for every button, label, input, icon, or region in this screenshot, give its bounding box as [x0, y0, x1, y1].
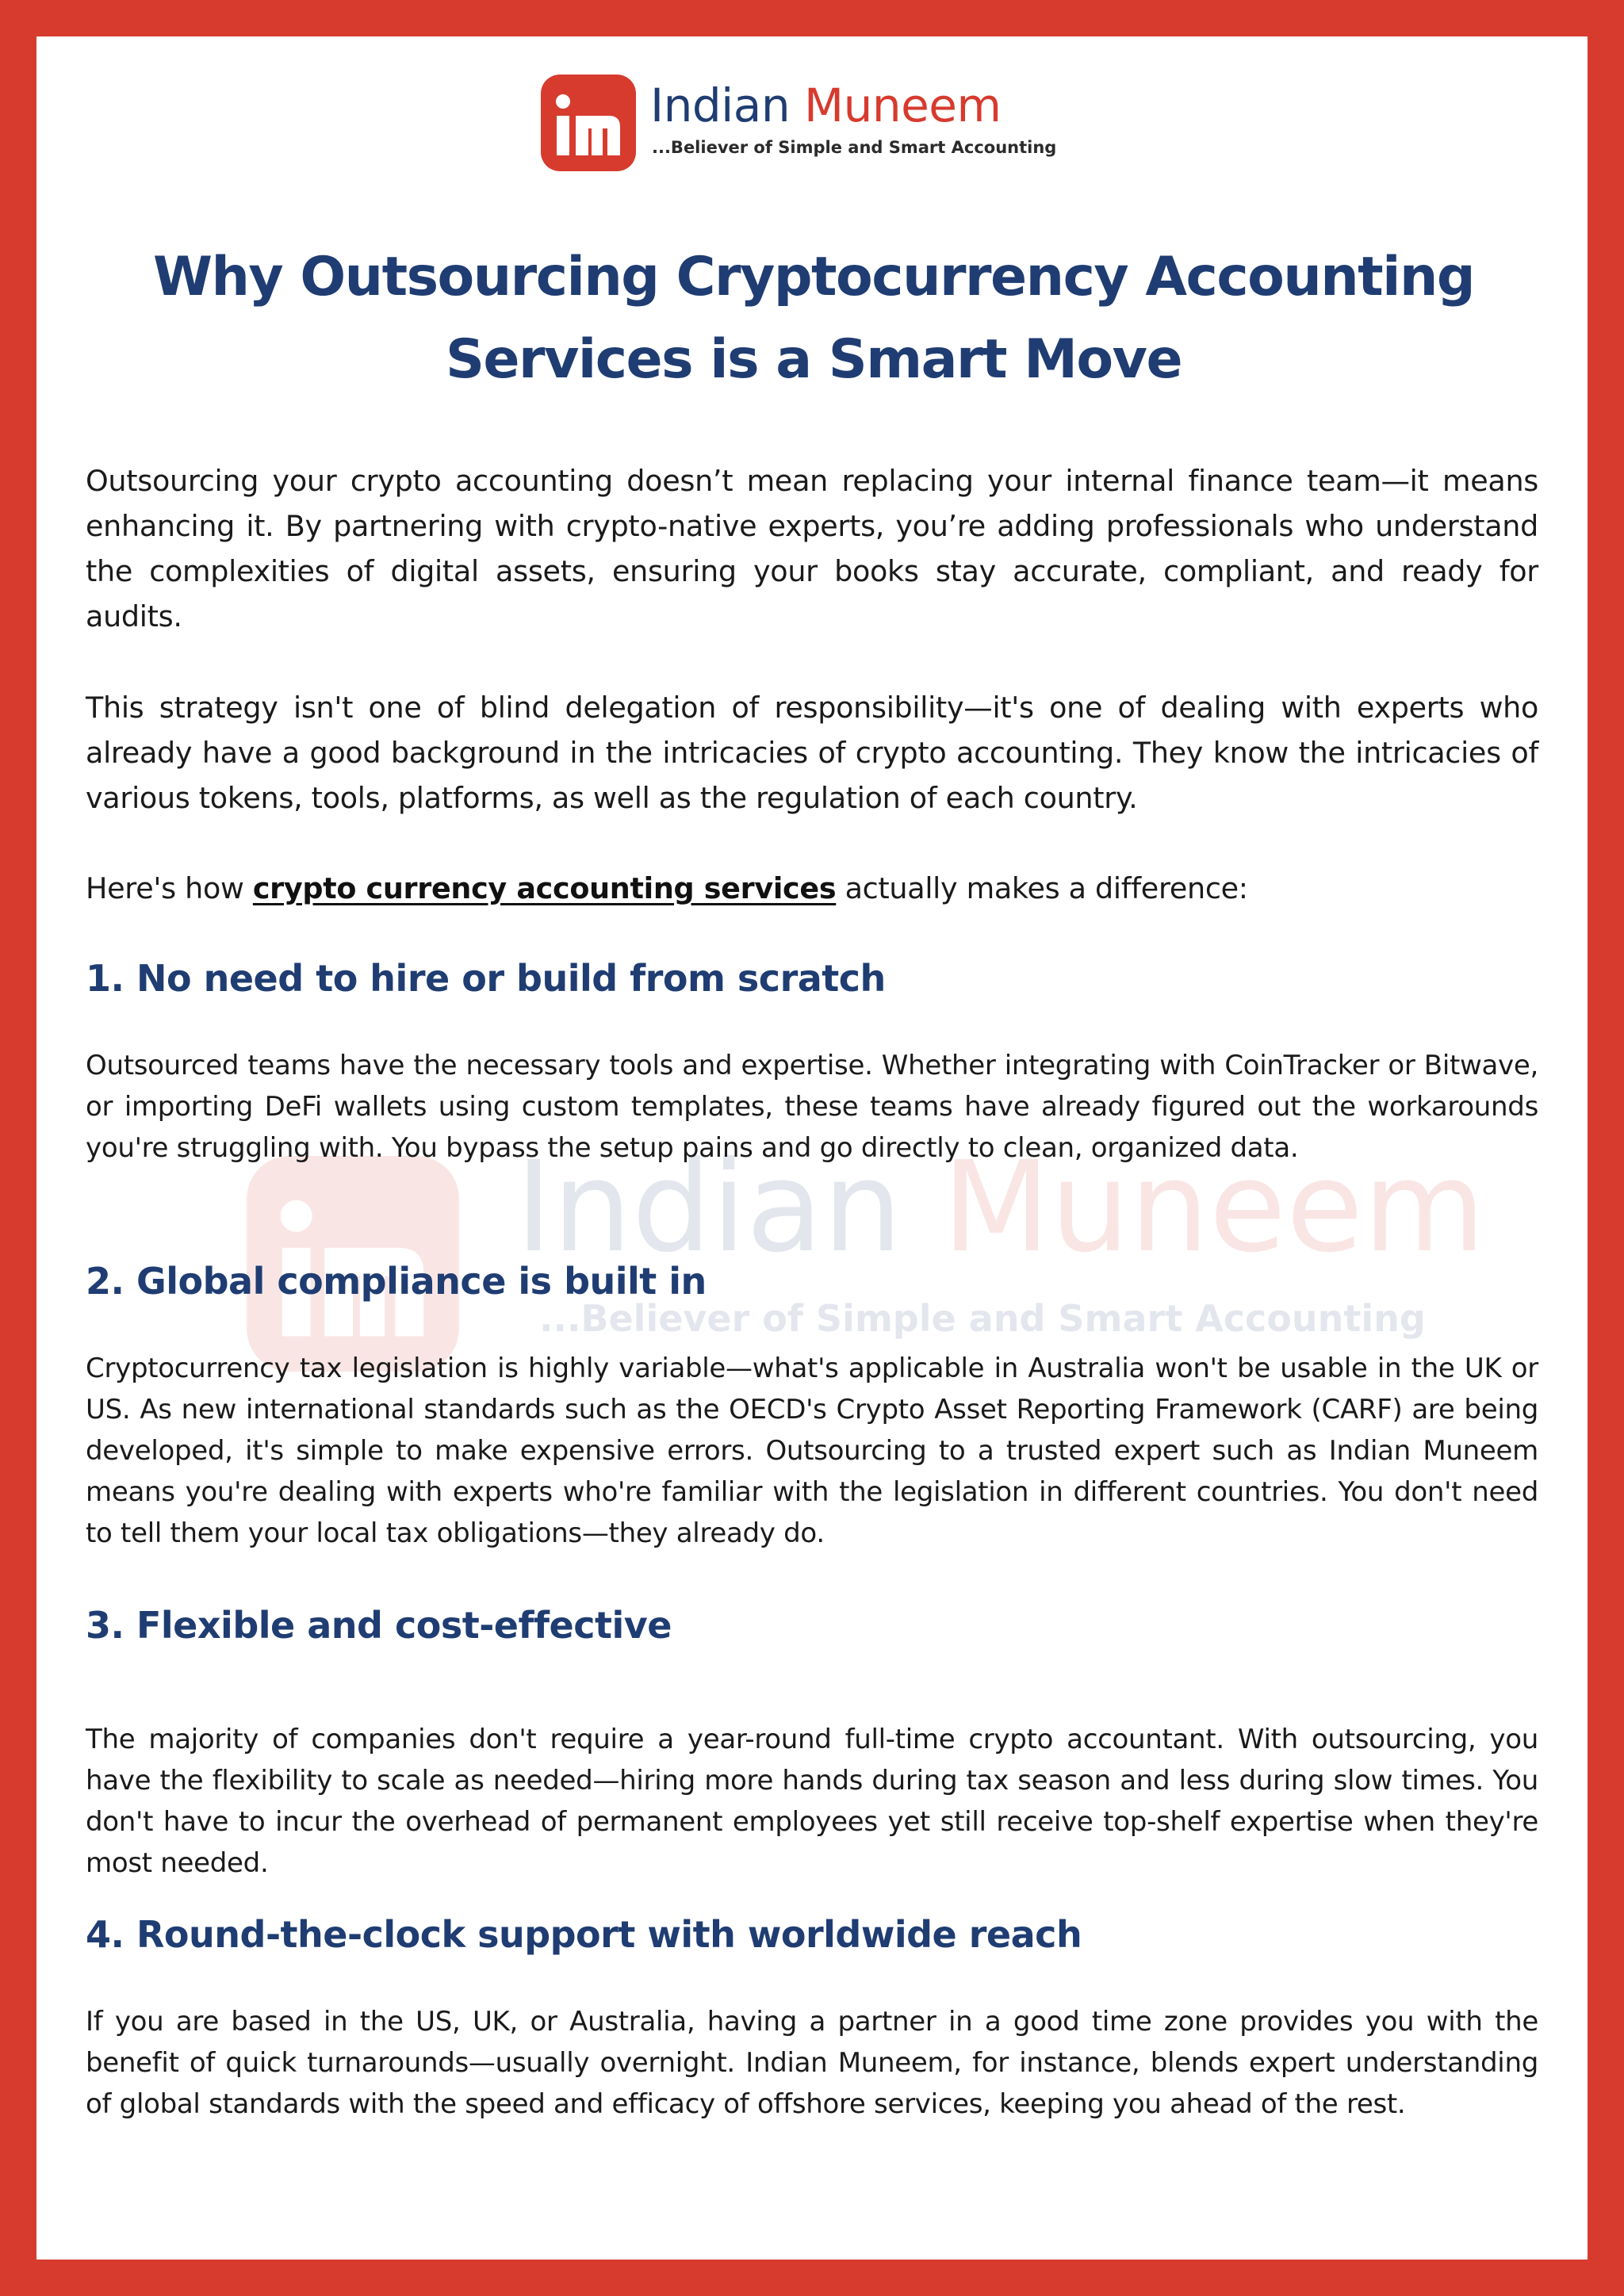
- watermark-name-second: Muneem: [942, 1135, 1486, 1280]
- watermark-name-first: Indian: [515, 1135, 902, 1280]
- section-1-heading: 1. No need to hire or build from scratch: [86, 957, 886, 1000]
- header-logo: [541, 75, 1057, 174]
- section-2-text: Cryptocurrency tax legislation is highly variable—what's applicable in Australia won't be usable in the UK or US. As new international standards such as the OECD's Crypto Asset Reporting Framework (CARF) are being developed, it's simple to make expensive errors. Outsourcing to a trusted expert such as Indian Muneem means you're dealing with experts who're familiar with the legislation in different countries. You don't need to tell them your local tax obligations—they already do.: [86, 1353, 1538, 1549]
- section-1-body: [86, 1045, 1538, 1169]
- section-3-body: [86, 1719, 1538, 1884]
- document-page: [36, 36, 1588, 2260]
- intro-paragraph-1-text: Outsourcing your crypto accounting doesn’t mean replacing your internal finance team—it means enhancing it. By partnering with crypto-native experts, you’re adding professionals who understand the complexities of digital assets, ensuring your books stay accurate, compliant, and ready for audits.: [86, 464, 1538, 633]
- lead-in-text: [86, 866, 1538, 911]
- section-2-heading: 2. Global compliance is built in: [86, 1260, 707, 1303]
- watermark-tagline: ...Believer of Simple and Smart Accounting: [539, 1297, 1426, 1340]
- section-3-text: The majority of companies don't require a year-round full-time crypto accountant. With outsourcing, you have the flexibility to scale as needed—hiring more hands during tax season and less during slow times. You don't have to incur the overhead of permanent employees yet still receive top-shelf expertise when they're most needed.: [86, 1724, 1538, 1879]
- lead-in-paragraph: [86, 866, 1538, 911]
- section-2-body: [86, 1348, 1538, 1554]
- brand-name-first: Indian: [650, 78, 791, 132]
- brand-name-second: Muneem: [804, 78, 1002, 132]
- lead-in-after: actually makes a difference:: [836, 871, 1248, 905]
- section-3-heading: 3. Flexible and cost-effective: [86, 1604, 672, 1647]
- section-4-body: [86, 2001, 1538, 2125]
- section-4-heading: 4. Round-the-clock support with worldwide reach: [86, 1913, 1082, 1956]
- brand-tagline: ...Believer of Simple and Smart Accounting: [652, 138, 1057, 157]
- crypto-accounting-services-link[interactable]: crypto currency accounting services: [252, 871, 837, 905]
- intro-paragraph-2: [86, 685, 1538, 821]
- intro-paragraph-2-text: This strategy isn't one of blind delegation of responsibility—it's one of dealing with experts who already have a good background in the intricacies of crypto accounting. They know the intricacies of various tokens, tools, platforms, as well as the regulation of each country.: [86, 691, 1538, 815]
- lead-in-before: Here's how: [86, 871, 253, 905]
- section-1-text: Outsourced teams have the necessary tools and expertise. Whether integrating with CoinTracker or Bitwave, or importing DeFi wallets using custom templates, these teams have already figured out the workarounds you're struggling with. You bypass the setup pains and go directly to clean, organized data.: [86, 1050, 1538, 1164]
- brand-name: [650, 78, 1001, 133]
- intro-paragraph-1: [86, 458, 1538, 639]
- article-title: Why Outsourcing Cryptocurrency Accounting Services is a Smart Move: [152, 246, 1475, 391]
- logo-icon: [541, 75, 636, 171]
- section-4-text: If you are based in the US, UK, or Australia, having a partner in a good time zone provides you with the benefit of quick turnarounds—usually overnight. Indian Muneem, for instance, blends expert understanding of global standards with the speed and efficacy of offshore services, keeping you ahead of the rest.: [86, 2006, 1538, 2120]
